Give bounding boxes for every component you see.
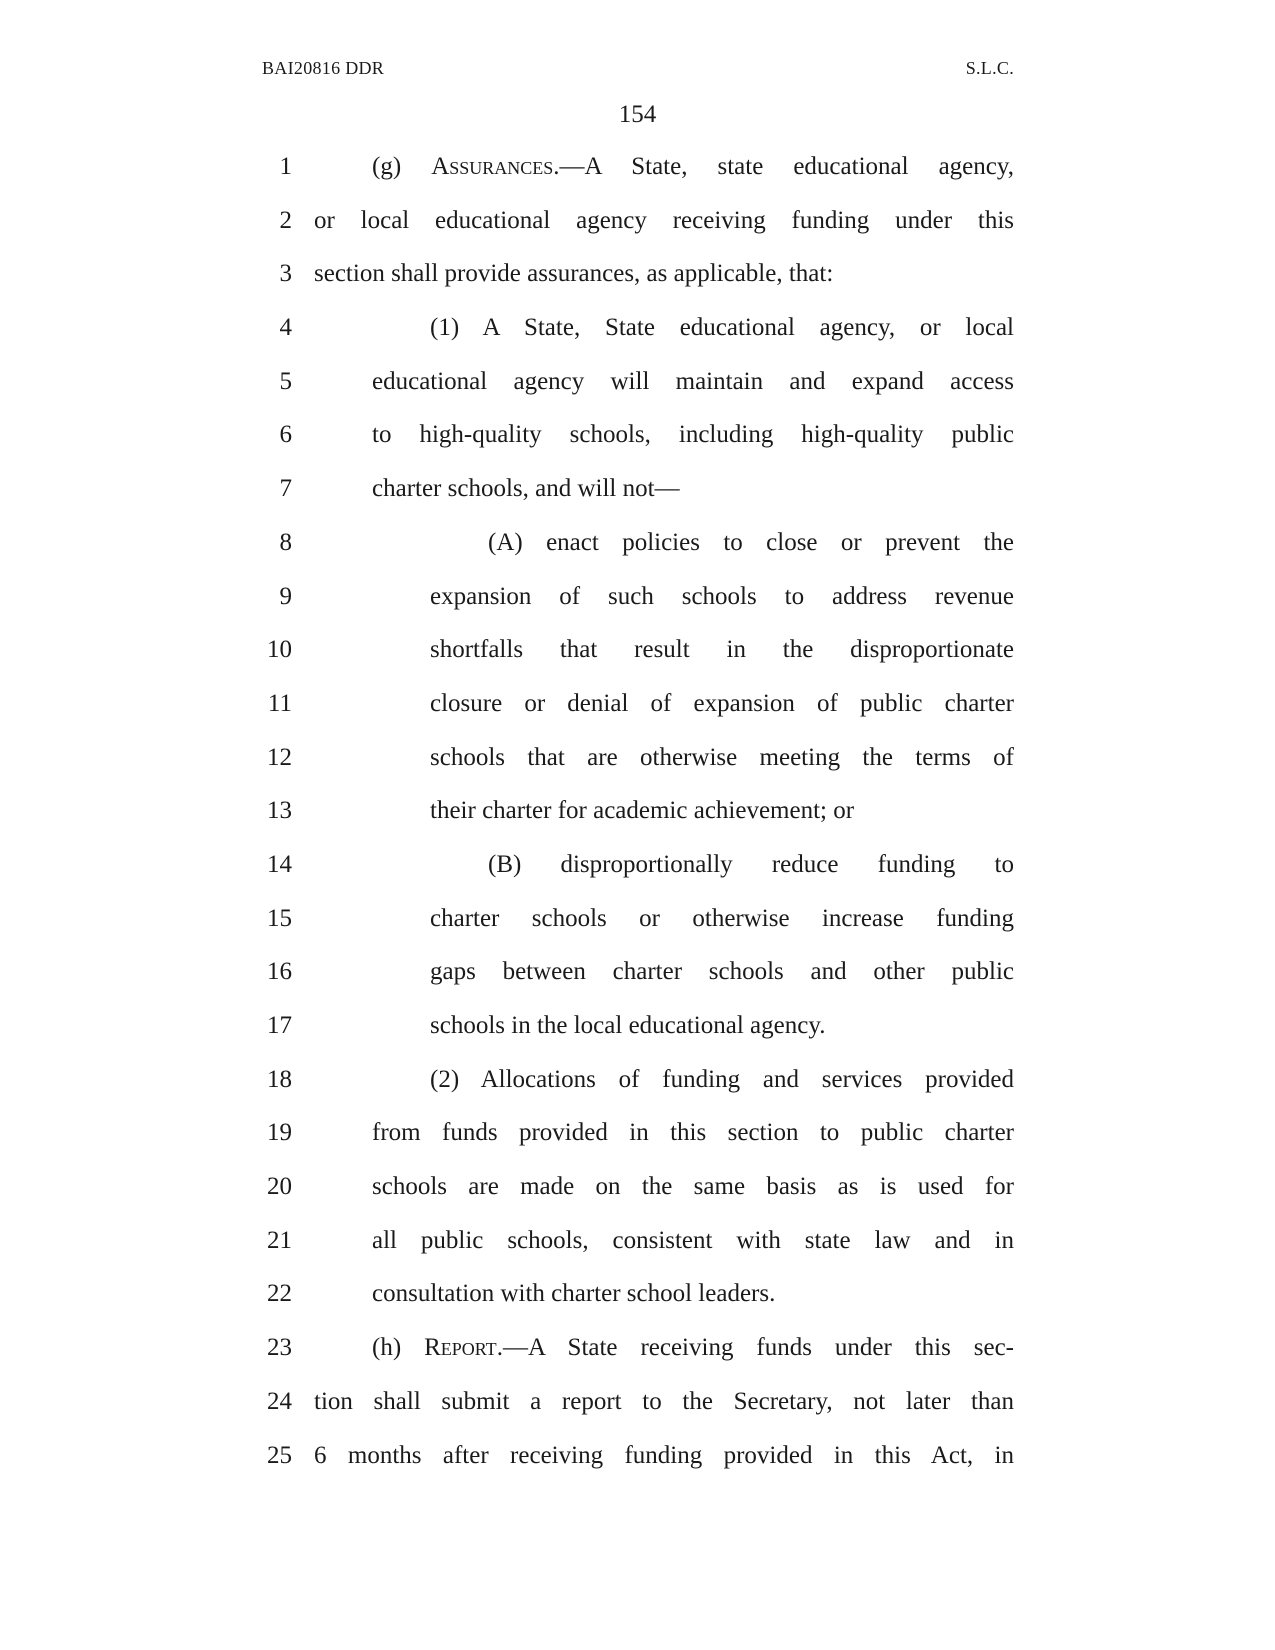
line-text <box>314 247 1014 301</box>
line-number: 21 <box>267 1226 292 1254</box>
text-run: .—A State, state educational agency, <box>553 153 1014 180</box>
bill-line <box>0 408 1275 462</box>
bill-line <box>0 1106 1275 1160</box>
line-number: 23 <box>267 1334 292 1362</box>
text-run: (B) disproportionally reduce funding to <box>488 850 1014 878</box>
text-run: all public schools, consistent with state law and in <box>372 1226 1014 1254</box>
bill-line <box>0 355 1275 409</box>
line-text <box>430 892 1014 946</box>
text-run: expansion of such schools to address revenue <box>430 582 1014 610</box>
text-run: (2) Allocations of funding and services provided <box>430 1065 1014 1093</box>
section-heading: Assurances <box>431 153 554 180</box>
line-number: 6 <box>279 421 292 449</box>
text-run: schools are made on the same basis as is used for <box>372 1173 1014 1201</box>
section-heading: Report <box>424 1334 497 1362</box>
line-number: 16 <box>267 958 292 986</box>
line-text <box>314 1375 1014 1429</box>
line-text <box>488 838 1014 892</box>
line-text <box>314 194 1014 248</box>
line-text <box>314 1429 1014 1483</box>
bill-line <box>0 999 1275 1053</box>
text-run: their charter for academic achievement; or <box>430 797 855 825</box>
text-run: section shall provide assurances, as applicable, that: <box>314 260 834 288</box>
text-run: (g) <box>372 153 432 180</box>
line-text <box>372 1106 1014 1160</box>
bill-line <box>0 1160 1275 1214</box>
bill-line <box>0 301 1275 355</box>
text-run: to high-quality schools, including high-quality public <box>372 421 1014 449</box>
bill-line <box>0 194 1275 248</box>
line-number: 19 <box>267 1119 292 1147</box>
text-run: from funds provided in this section to public charter <box>372 1119 1014 1147</box>
line-text <box>430 784 1014 838</box>
line-number: 13 <box>267 797 292 825</box>
text-run: charter schools or otherwise increase funding <box>430 904 1014 932</box>
text-run: consultation with charter school leaders. <box>372 1280 776 1308</box>
text-run: schools that are otherwise meeting the terms of <box>430 743 1014 771</box>
text-run: educational agency will maintain and expand access <box>372 367 1014 395</box>
line-number: 18 <box>267 1065 292 1093</box>
text-run: (h) <box>372 1334 425 1362</box>
line-text <box>488 516 1014 570</box>
bill-line <box>0 1429 1275 1483</box>
bill-line <box>0 1267 1275 1321</box>
line-text <box>430 570 1014 624</box>
bill-line <box>0 247 1275 301</box>
text-run: gaps between charter schools and other public <box>430 958 1014 986</box>
line-text <box>372 355 1014 409</box>
line-number: 3 <box>279 260 292 288</box>
line-text <box>430 1053 1014 1107</box>
document-id: BAI20816 DDR <box>262 58 385 78</box>
line-number: 8 <box>279 528 292 556</box>
bill-line <box>0 140 1275 194</box>
text-run: shortfalls that result in the disproportionate <box>430 636 1014 664</box>
line-text <box>430 731 1014 785</box>
line-number: 10 <box>267 636 292 664</box>
line-text <box>372 140 1014 194</box>
line-text <box>430 301 1014 355</box>
line-text <box>372 1160 1014 1214</box>
line-text <box>372 1321 1014 1375</box>
line-number: 4 <box>279 314 292 342</box>
bill-line <box>0 623 1275 677</box>
line-text <box>430 945 1014 999</box>
line-number: 14 <box>267 850 292 878</box>
line-text <box>372 1214 1014 1268</box>
bill-line <box>0 892 1275 946</box>
text-run: tion shall submit a report to the Secretary, not later than <box>314 1387 1014 1415</box>
text-run: (A) enact policies to close or prevent the <box>488 528 1014 556</box>
text-run: (1) A State, State educational agency, or local <box>430 314 1014 342</box>
bill-line <box>0 731 1275 785</box>
text-run: charter schools, and will not— <box>372 475 680 503</box>
text-run: or local educational agency receiving funding under this <box>314 206 1014 234</box>
bill-line <box>0 838 1275 892</box>
line-number: 5 <box>279 367 292 395</box>
bill-line <box>0 1053 1275 1107</box>
text-run: closure or denial of expansion of public charter <box>430 689 1014 717</box>
line-number: 12 <box>267 743 292 771</box>
bill-line <box>0 1321 1275 1375</box>
line-text <box>430 677 1014 731</box>
document-code: S.L.C. <box>965 58 1014 78</box>
line-text <box>372 408 1014 462</box>
bill-line <box>0 516 1275 570</box>
line-number: 11 <box>267 689 292 717</box>
line-text <box>430 623 1014 677</box>
bill-line <box>0 1214 1275 1268</box>
line-text <box>372 1267 1014 1321</box>
bill-text <box>0 140 1275 1482</box>
line-number: 17 <box>267 1012 292 1039</box>
line-number: 2 <box>279 206 292 234</box>
line-number: 25 <box>267 1441 292 1469</box>
line-number: 24 <box>267 1387 292 1415</box>
bill-line <box>0 570 1275 624</box>
line-number: 22 <box>267 1280 292 1308</box>
text-run: 6 months after receiving funding provided in this Act, in <box>314 1441 1014 1469</box>
line-number: 20 <box>267 1173 292 1201</box>
line-number: 9 <box>279 582 292 610</box>
bill-line <box>0 1375 1275 1429</box>
line-number: 1 <box>279 153 292 180</box>
page-number: 154 <box>618 101 657 128</box>
bill-line <box>0 462 1275 516</box>
bill-line <box>0 677 1275 731</box>
line-text <box>430 999 1014 1053</box>
line-number: 7 <box>279 475 292 503</box>
text-run: schools in the local educational agency. <box>430 1012 826 1039</box>
text-run: .—A State receiving funds under this sec- <box>496 1334 1014 1362</box>
line-number: 15 <box>267 904 292 932</box>
bill-line <box>0 784 1275 838</box>
line-text <box>372 462 1014 516</box>
bill-line <box>0 945 1275 999</box>
